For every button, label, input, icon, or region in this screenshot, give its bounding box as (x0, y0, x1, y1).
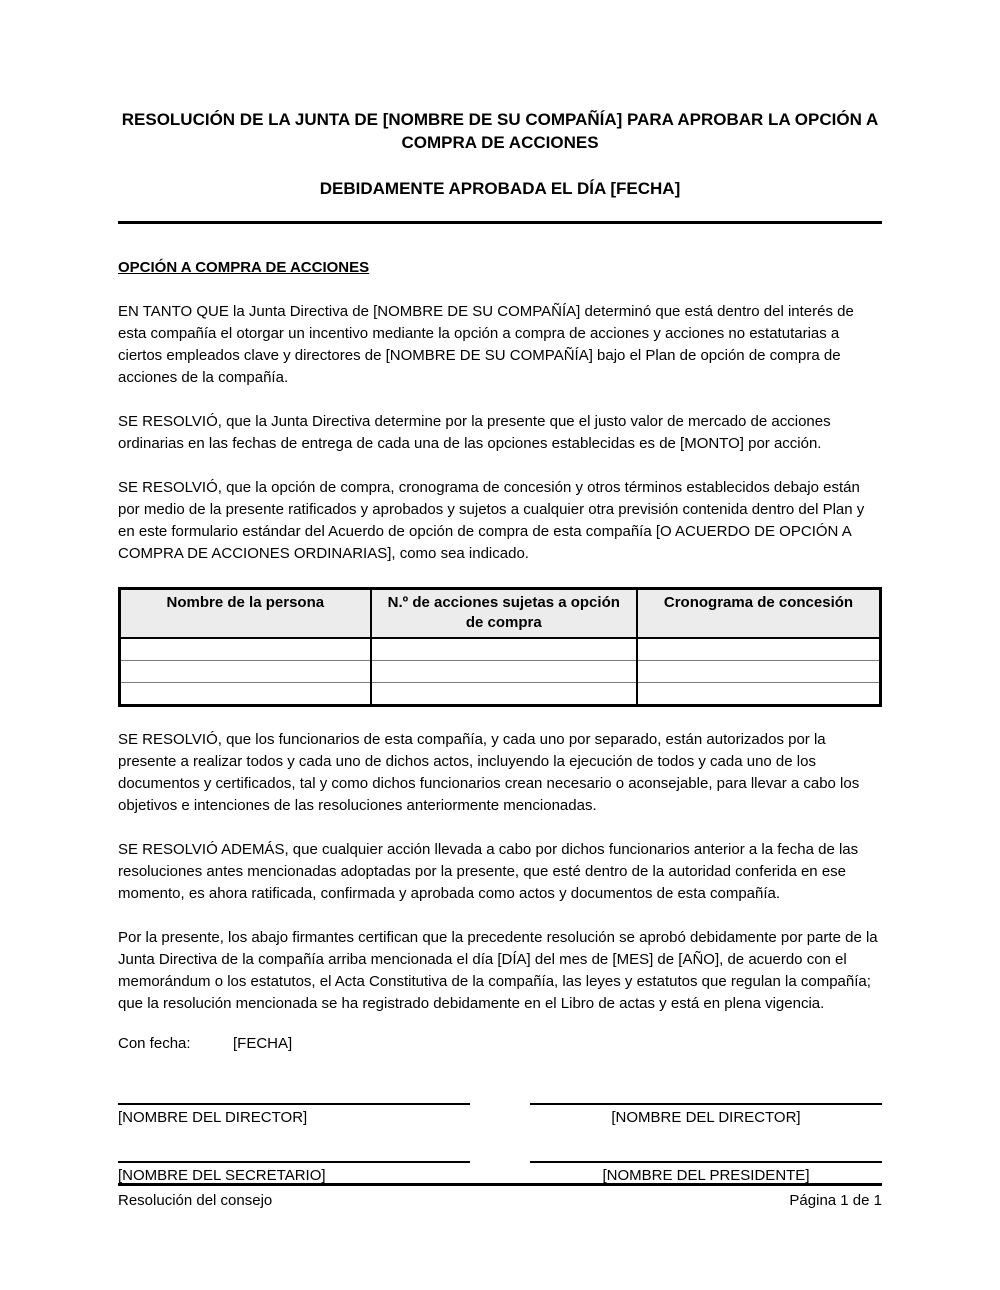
document-title: RESOLUCIÓN DE LA JUNTA DE [NOMBRE DE SU COMPAÑÍA] PARA APROBAR LA OPCIÓN A COMPRA DE ACCIONES (121, 110, 879, 152)
signature-label: [NOMBRE DEL PRESIDENTE] (602, 1167, 810, 1184)
table-cell (371, 661, 637, 683)
date-label: Con fecha: (118, 1035, 191, 1052)
paragraph-resolved-2: SE RESOLVIÓ, que la opción de compra, cronograma de concesión y otros términos establecidos debajo están por medio de la presente ratificados y aprobados y sujetos a cualquier otra previsión contenida dentro del Plan y en este formulario estándar del Acuerdo de opción de compra de esta compañía [O ACUERDO DE OPCIÓN A COMPRA DE ACCIONES ORDINARIAS], como sea indicado. (118, 479, 865, 562)
document-subtitle: DEBIDAMENTE APROBADA EL DÍA [FECHA] (319, 179, 681, 198)
date-line (118, 1033, 882, 1055)
paragraph-resolved-further: SE RESOLVIÓ ADEMÁS, que cualquier acción llevada a cabo por dichos funcionarios anterior a la fecha de las resoluciones antes mencionadas adoptadas por la presente, que esté dentro de la autoridad conferida en ese momento, es ahora ratificada, confirmada y aprobada como actos y documentos de esta compañía. (118, 841, 859, 902)
table-header-vesting-schedule: Cronograma de concesión (637, 589, 881, 639)
table-cell (637, 661, 881, 683)
signature-label: [NOMBRE DEL DIRECTOR] (118, 1109, 308, 1126)
table-cell (371, 683, 637, 706)
signature-block-director-left (118, 1103, 470, 1128)
signature-line (530, 1161, 882, 1163)
table-cell (120, 638, 371, 661)
signature-label: [NOMBRE DEL SECRETARIO] (118, 1167, 326, 1184)
footer-page-number: Página 1 de 1 (789, 1192, 882, 1209)
table-header-shares-count: N.º de acciones sujetas a opción de compra (371, 589, 637, 639)
paragraph-resolved-1: SE RESOLVIÓ, que la Junta Directiva determine por la presente que el justo valor de mercado de acciones ordinarias en las fechas de entrega de cada una de las opciones establecidas es de [MONTO] por acción. (118, 413, 831, 452)
signature-label: [NOMBRE DEL DIRECTOR] (611, 1109, 801, 1126)
table-row (120, 638, 881, 661)
date-value: [FECHA] (233, 1035, 293, 1052)
page-footer (118, 1183, 882, 1211)
table-cell (120, 683, 371, 706)
section-heading: OPCIÓN A COMPRA DE ACCIONES (118, 259, 370, 276)
table-row (120, 661, 881, 683)
paragraph-certification: Por la presente, los abajo firmantes certifican que la precedente resolución se aprobó debidamente por parte de la Junta Directiva de la compañía arriba mencionada el día [DÍA] del mes de [MES] de [AÑO], de acuerdo con el memorándum o los estatutos, el Acta Constitutiva de la compañía, las leyes y estatutos que regulan la compañía; que la resolución mencionada se ha registrado debidamente en el Libro de actas y está en plena vigencia. (118, 929, 878, 1012)
table-cell (371, 638, 637, 661)
table-cell (637, 683, 881, 706)
stock-options-table (118, 587, 882, 707)
signature-block-director-right (530, 1103, 882, 1128)
table-header-person-name: Nombre de la persona (120, 589, 371, 639)
table-cell (120, 661, 371, 683)
title-divider (118, 221, 882, 224)
signature-line (530, 1103, 882, 1105)
table-header-row (120, 589, 881, 639)
footer-document-type: Resolución del consejo (118, 1192, 273, 1209)
signature-section (118, 1103, 882, 1186)
signature-row (118, 1103, 882, 1128)
signature-line (118, 1103, 470, 1105)
paragraph-whereas: EN TANTO QUE la Junta Directiva de [NOMBRE DE SU COMPAÑÍA] determinó que está dentro del interés de esta compañía el otorgar un incentivo mediante la opción a compra de acciones y acciones no estatutarias a ciertos empleados clave y directores de [NOMBRE DE SU COMPAÑÍA] bajo el Plan de opción de compra de acciones de la compañía. (118, 303, 854, 386)
paragraph-resolved-3: SE RESOLVIÓ, que los funcionarios de esta compañía, y cada uno por separado, están autorizados por la presente a realizar todos y cada uno de dichos actos, incluyendo la ejecución de todos y cada uno de los documentos y certificados, tal y como dichos funcionarios crean necesario o aconsejable, para llevar a cabo los objetivos e intenciones de las resoluciones anteriormente mencionadas. (118, 731, 860, 814)
table-row (120, 683, 881, 706)
signature-line (118, 1161, 470, 1163)
table-cell (637, 638, 881, 661)
